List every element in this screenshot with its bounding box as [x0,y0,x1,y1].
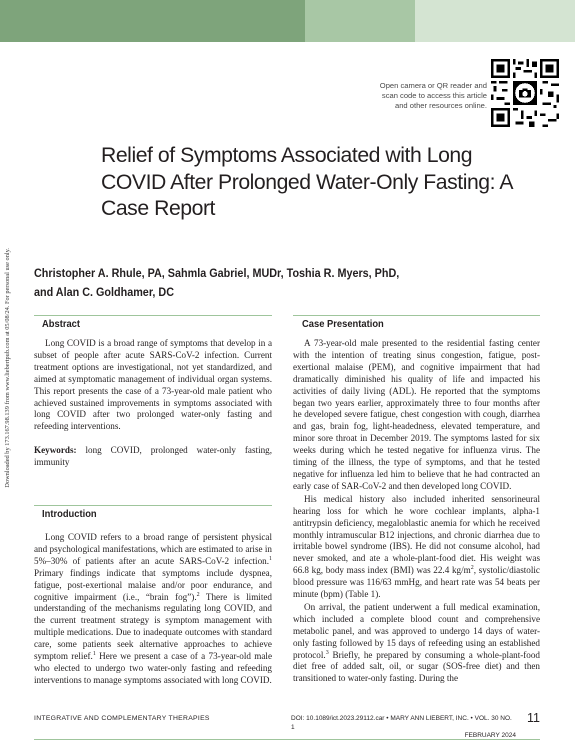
abstract-rule [34,315,272,316]
intro-text-4: Here we present a case of a 73-year-old male who elected to undergo two water-only fasting and refeeding interventions to manage symptoms associated with long COVID. [34,651,272,685]
header-bar-dark [0,0,305,42]
footer-date: FEBRUARY 2024 [464,732,516,739]
footer-doi-line[interactable]: DOI: 10.1089/ict.2023.29112.car • MARY ANN LIEBERT, INC. • VOL. 30 NO. 1 [291,715,512,731]
introduction-paragraph [34,532,272,687]
qr-instructions-line3: and other resources online. [394,101,487,110]
intro-text-1: Long COVID refers to a broad range of persistent physical and psychological manifestations, which are estimated to arise in 5%–30% of patients after an acute SARS-CoV-2 infection. [34,532,272,566]
qr-instructions-line2: scan code to access this article [381,91,487,100]
keywords [34,445,272,469]
keywords-text: long COVID, prolonged water-only fasting, immunity [34,445,273,468]
footer-citation [291,715,516,741]
case-p2-text-2: , systolic/diastolic blood pressure was 116/63 mmHg, and heart rate was 54 beats per minute (bpm) (Table 1). [293,565,540,600]
intro-text-2: Primary findings indicate that symptoms include dyspnea, fatigue, post-exertional malaise and/or poor endurance, and cognitive impairment (i.e., “brain fog”). [34,567,272,602]
header-bar-light [415,0,575,42]
qr-instructions-line1: Open camera or QR reader and [379,81,487,90]
abstract-heading: Abstract [42,319,81,330]
download-notice: Downloaded by 173.167.98.139 from www.liebertpub.com at 05/08/24. For personal use only. [4,248,11,488]
case-presentation-heading: Case Presentation [302,319,384,330]
case-paragraph-3 [293,602,540,685]
header-color-bar [0,0,575,42]
introduction-rule [34,505,272,506]
author-line-1: Christopher A. Rhule, PA, Sahmla Gabriel, MUDr, Toshia R. Myers, PhD, [34,266,400,280]
introduction-heading: Introduction [42,509,97,520]
ref-3[interactable]: 3 [325,649,329,656]
case-presentation-body [293,338,540,685]
case-paragraph-1: A 73-year-old male presented to the residential fasting center with the intention of treating sinus congestion, fatigue, post-exertional malaise (PEM), and cognitive impairment that had dramatically diminished his quality of life and impacted his activities of daily living (ADL). He reported that the symptoms began two years earlier, approximately three to four months after he developed severe fatigue, chest congestion with cough, diarrhea and gas, brain fog, light-headedness, elevated temperature, and minor sore throat in December 2019. The symptoms lasted for six weeks during which he tested negative for influenza virus. The timing of the illness, the type of symptoms, and that he tested negative for influenza led him to believe that he had contracted an early case of SAR-CoV-2 and then developed long COVID. [293,338,540,491]
ref-1-repeat[interactable]: 1 [92,651,96,658]
introduction-body [34,532,272,687]
case-p2-text-1: His medical history also included inherited sensorineural hearing loss for which he wore cochlear implants, alpha-1 antitrypsin deficiency, megaloblastic anemia for which he received monthly intramuscular B12 injections, and chronic diarrhea due to irritable bowel syndrome (IBS). He did not consume alcohol, had never smoked, and ate a whole-plant-food diet. His weight was 66.8 kg, body mass index (BMI) was 22.4 kg/m [293,493,540,576]
bmi-unit-superscript: 2 [470,565,474,572]
abstract-body [34,338,272,469]
case-paragraph-2 [293,494,540,601]
footer-rule [34,739,540,740]
author-list [34,264,457,302]
author-line-2: and Alan C. Goldhamer, DC [34,285,175,299]
case-presentation-rule [293,315,540,316]
keywords-label: Keywords: [34,445,77,456]
article-title: Relief of Symptoms Associated with Long COVID After Prolonged Water-Only Fasting: A Case Report [101,144,512,220]
qr-code-icon[interactable] [491,59,559,127]
abstract-text: Long COVID is a broad range of symptoms that develop in a subset of people after acute SARS-CoV-2 infection. Current treatment options are investigational, not yet standardized, and aimed at symptomatic management of individual organ systems. This report presents the case of a 73-year-old male patient who achieved sustained improvements in symptoms associated with long COVID after two prolonged water-only fasting and refeeding interventions. [34,338,272,432]
qr-instructions [347,81,487,111]
case-p3-text-2: Briefly, he prepared by consuming a whole-plant-food diet free of added salt, oil, or sugar (SOS-free diet) and then transitioned to water-only fasting. During the [293,649,540,684]
case-p3-text-1: On arrival, the patient underwent a full medical examination, which included a complete blood count and comprehensive metabolic panel, and was approved to undergo 14 days of water-only fasting followed by 15 days of refeeding using an established protocol. [293,601,540,660]
intro-text-3: There is limited understanding of the mechanisms regulating long COVID, and the current treatment strategy is symptom management with multiple medications. Due to inadequate outcomes with standard care, some patients seek alternative approaches to achieve symptom relief. [34,591,272,662]
page-number: 11 [527,711,540,725]
footer-journal-name: INTEGRATIVE AND COMPLEMENTARY THERAPIES [34,715,210,722]
header-bar-mid [305,0,415,42]
ref-2[interactable]: 2 [196,591,200,598]
ref-1[interactable]: 1 [269,555,272,562]
